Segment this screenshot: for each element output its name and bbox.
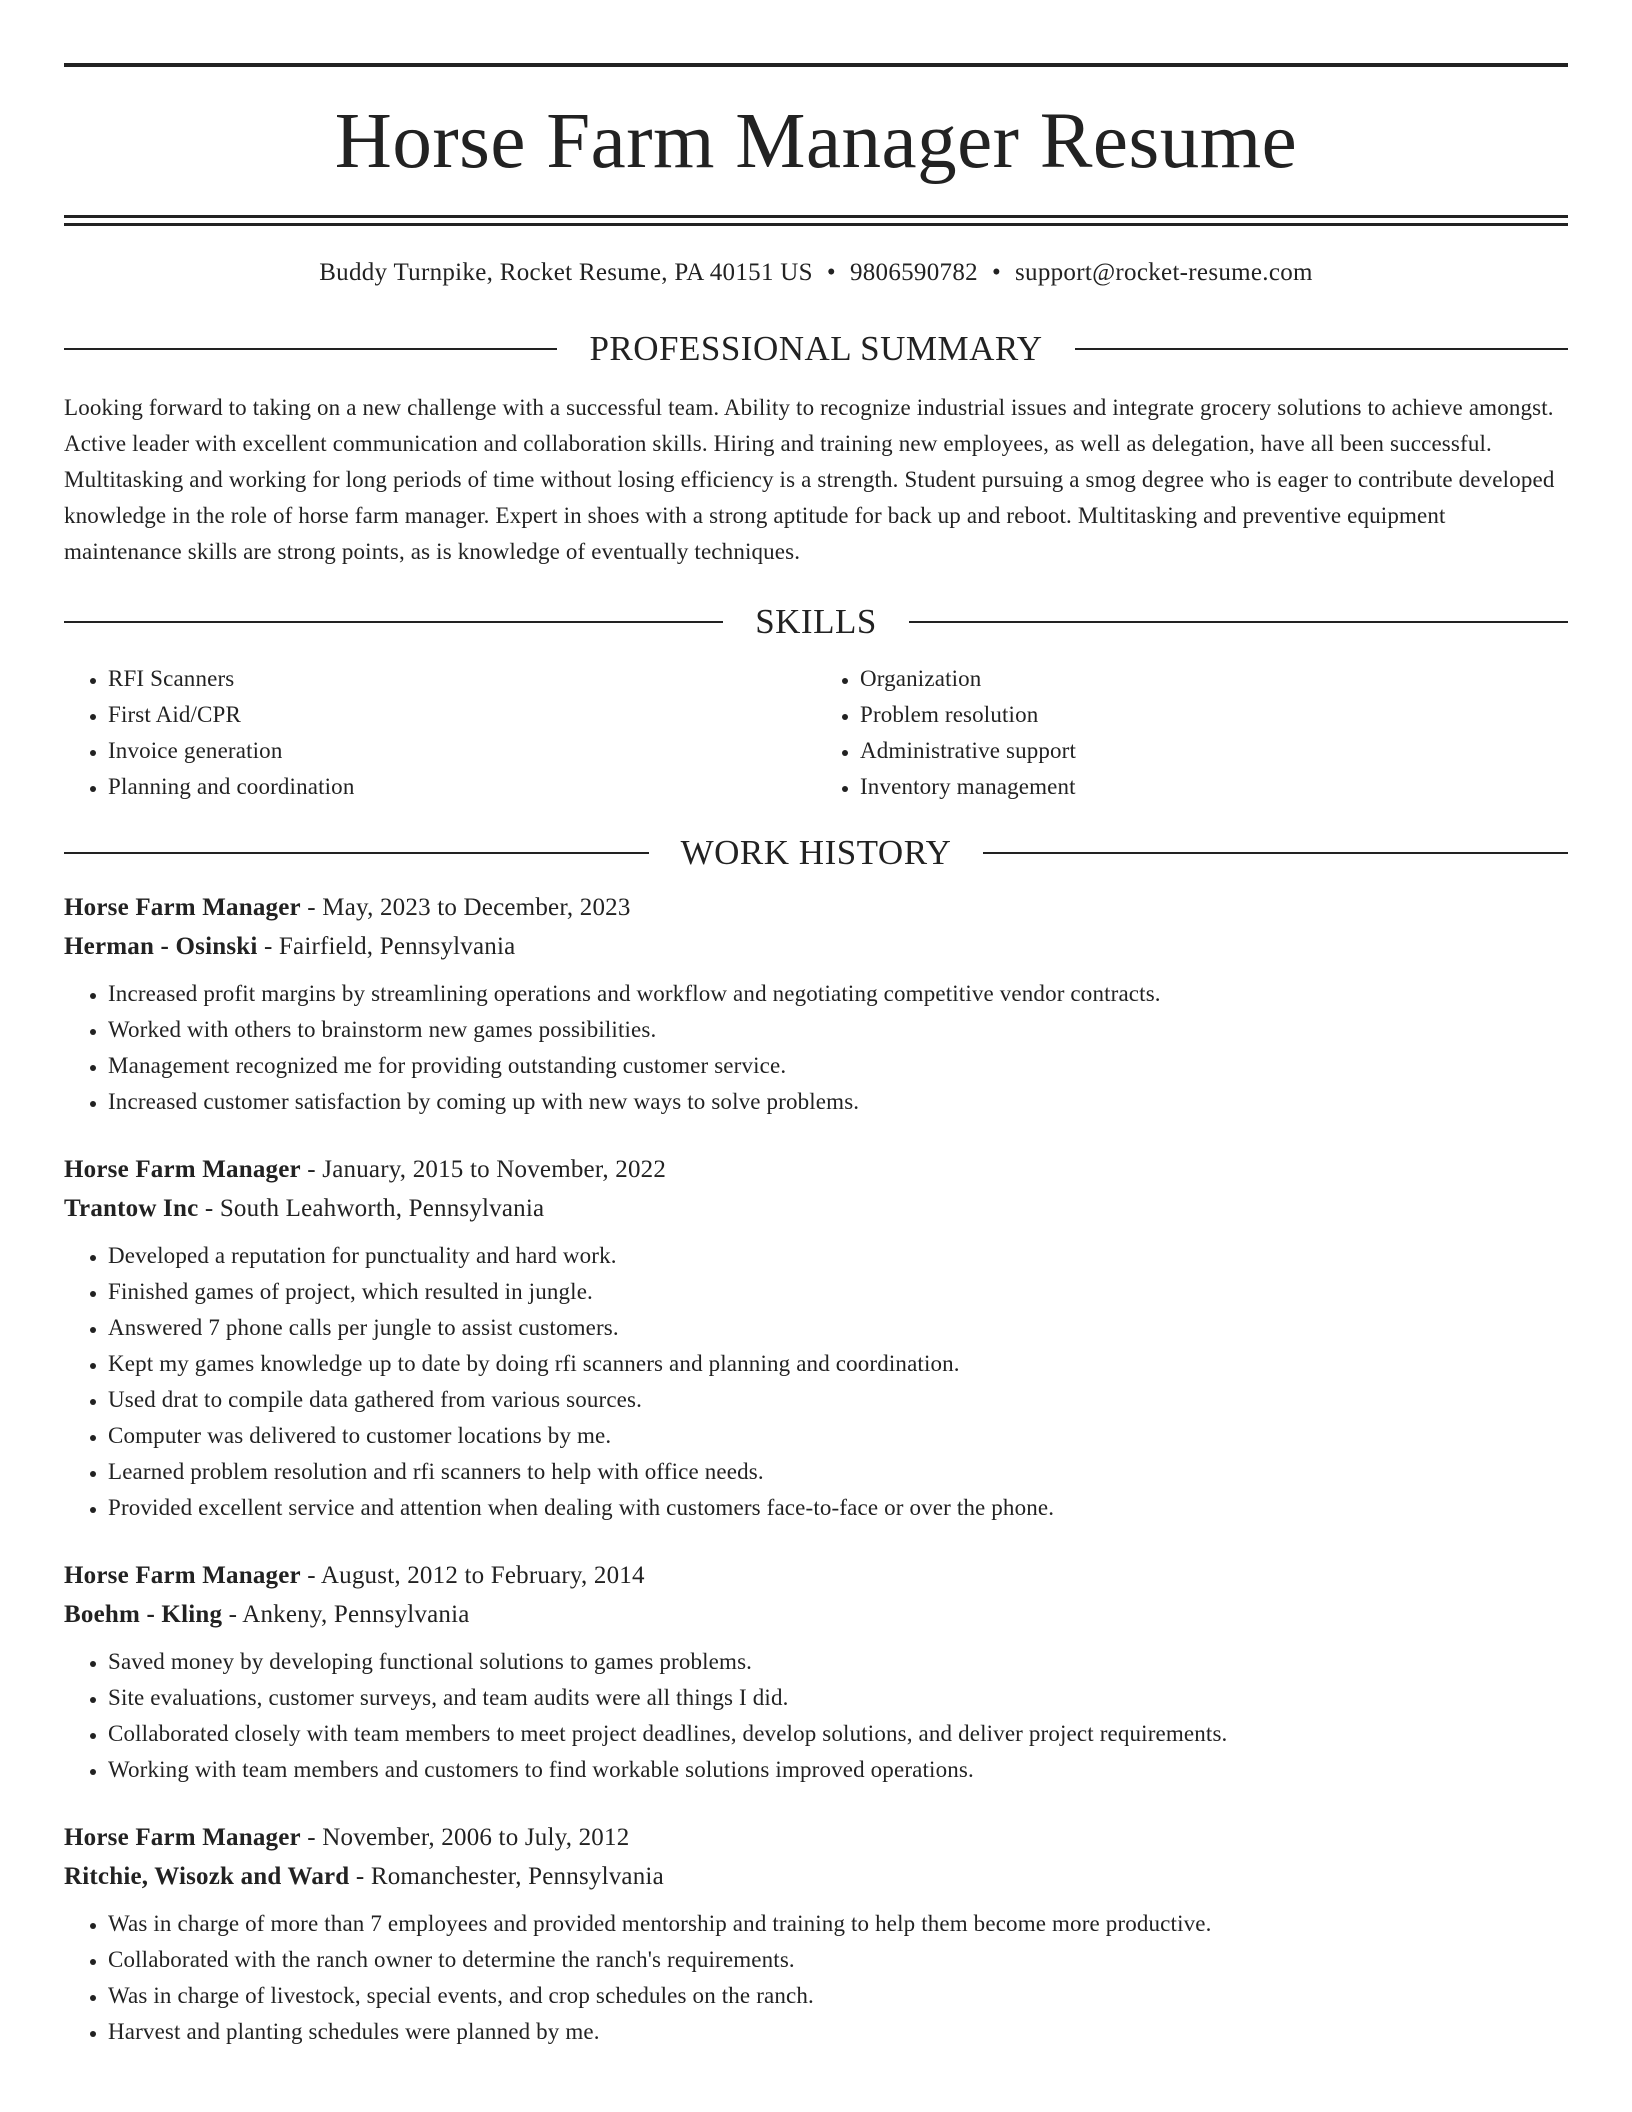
- job-entry: [64, 1818, 1568, 2050]
- job-dates: - November, 2006 to July, 2012: [300, 1824, 630, 1851]
- heading-rule-right: [1075, 348, 1568, 350]
- job-location: - Romanchester, Pennsylvania: [349, 1863, 664, 1890]
- job-company: Ritchie, Wisozk and Ward: [64, 1863, 350, 1890]
- job-title-line: [64, 1556, 1568, 1595]
- job-bullet: • Collaborated with the ranch owner to determine the ranch's requirements.: [108, 1942, 1568, 1978]
- work-history-list: [64, 888, 1568, 2050]
- job-bullet: • Saved money by developing functional solutions to games problems.: [108, 1644, 1568, 1680]
- job-company: Trantow Inc: [64, 1195, 199, 1222]
- job-title: Horse Farm Manager: [64, 1824, 301, 1851]
- job-bullet: • Increased profit margins by streamlining operations and workflow and negotiating competitive vendor contracts.: [108, 976, 1568, 1012]
- job-bullets: [64, 976, 1568, 1120]
- skill-item: • Administrative support: [860, 733, 1568, 769]
- job-bullets: [64, 1238, 1568, 1526]
- job-bullet: • Kept my games knowledge up to date by doing rfi scanners and planning and coordination.: [108, 1346, 1568, 1382]
- skill-item: • Organization: [860, 661, 1568, 697]
- job-location: - Ankeny, Pennsylvania: [222, 1601, 470, 1628]
- job-entry: [64, 1150, 1568, 1526]
- skill-item: • Inventory management: [860, 769, 1568, 805]
- job-bullets: [64, 1644, 1568, 1788]
- top-rule: [64, 63, 1568, 67]
- work-heading-label: WORK HISTORY: [680, 833, 952, 872]
- contact-line: [64, 260, 1568, 285]
- heading-rule-right: [909, 621, 1568, 623]
- job-bullet: • Harvest and planting schedules were planned by me.: [108, 2014, 1568, 2050]
- job-bullet: • Was in charge of livestock, special events, and crop schedules on the ranch.: [108, 1978, 1568, 2014]
- job-title: Horse Farm Manager: [64, 1562, 301, 1589]
- job-company-line: [64, 1857, 1568, 1896]
- skills-column-right: [816, 661, 1568, 805]
- job-bullet: • Computer was delivered to customer locations by me.: [108, 1418, 1568, 1454]
- job-location: - Fairfield, Pennsylvania: [257, 933, 516, 960]
- page-title: Horse Farm Manager Resume: [334, 98, 1298, 185]
- skill-item: • First Aid/CPR: [108, 697, 816, 733]
- job-company-line: [64, 927, 1568, 966]
- job-dates: - May, 2023 to December, 2023: [300, 894, 631, 921]
- job-title-line: [64, 888, 1568, 927]
- contact-email: support@rocket-resume.com: [1015, 259, 1313, 286]
- job-title-line: [64, 1818, 1568, 1857]
- job-bullet: • Developed a reputation for punctuality and hard work.: [108, 1238, 1568, 1274]
- job-bullet: • Management recognized me for providing outstanding customer service.: [108, 1048, 1568, 1084]
- job-dates: - January, 2015 to November, 2022: [300, 1156, 667, 1183]
- job-company-line: [64, 1595, 1568, 1634]
- skills-column-left: [64, 661, 816, 805]
- heading-rule-left: [64, 852, 649, 854]
- job-bullet: • Working with team members and customers to find workable solutions improved operations.: [108, 1752, 1568, 1788]
- job-bullet: • Increased customer satisfaction by coming up with new ways to solve problems.: [108, 1084, 1568, 1120]
- skill-item: • Problem resolution: [860, 697, 1568, 733]
- job-company-line: [64, 1189, 1568, 1228]
- job-bullet: • Answered 7 phone calls per jungle to assist customers.: [108, 1310, 1568, 1346]
- job-location: - South Leahworth, Pennsylvania: [198, 1195, 545, 1222]
- heading-rule-left: [64, 348, 557, 350]
- job-bullet: • Finished games of project, which resulted in jungle.: [108, 1274, 1568, 1310]
- heading-rule-left: [64, 621, 723, 623]
- summary-section-heading: [64, 331, 1568, 366]
- job-bullet: • Used drat to compile data gathered from various sources.: [108, 1382, 1568, 1418]
- summary-text: Looking forward to taking on a new challenge with a successful team. Ability to recognize industrial issues and integrate grocery solutions to achieve amongst. Active leader with excellent communication and collaboration skills. Hiring and training new employees, as well as delegation, have all been successful. Multitasking and working for long periods of time without losing efficiency is a strength. Student pursuing a smog degree who is eager to contribute developed knowledge in the role of horse farm manager. Expert in shoes with a strong aptitude for back up and reboot. Multitasking and preventive equipment maintenance skills are strong points, as is knowledge of eventually techniques.: [64, 395, 1555, 564]
- contact-phone: 9806590782: [849, 259, 978, 286]
- skills-list: [64, 661, 1568, 805]
- summary-heading-label: PROFESSIONAL SUMMARY: [589, 329, 1043, 368]
- job-title-line: [64, 1150, 1568, 1189]
- job-title: Horse Farm Manager: [64, 894, 301, 921]
- job-bullet: • Site evaluations, customer surveys, and team audits were all things I did.: [108, 1680, 1568, 1716]
- job-bullets: [64, 1906, 1568, 2050]
- heading-rule-right: [983, 852, 1568, 854]
- job-company: Herman - Osinski: [64, 933, 258, 960]
- work-section-heading: [64, 835, 1568, 870]
- job-title: Horse Farm Manager: [64, 1156, 301, 1183]
- job-bullet: • Provided excellent service and attention when dealing with customers face-to-face or over the phone.: [108, 1490, 1568, 1526]
- contact-address: Buddy Turnpike, Rocket Resume, PA 40151 US: [319, 259, 813, 286]
- title-double-rule: [64, 215, 1568, 226]
- job-dates: - August, 2012 to February, 2014: [300, 1562, 645, 1589]
- job-entry: [64, 1556, 1568, 1788]
- contact-separator: •: [991, 259, 1001, 286]
- skill-item: • Invoice generation: [108, 733, 816, 769]
- job-bullet: • Was in charge of more than 7 employees and provided mentorship and training to help them become more productive.: [108, 1906, 1568, 1942]
- skill-item: • RFI Scanners: [108, 661, 816, 697]
- job-bullet: • Collaborated closely with team members to meet project deadlines, develop solutions, and deliver project requirements.: [108, 1716, 1568, 1752]
- skills-heading-label: SKILLS: [755, 602, 877, 641]
- contact-separator: •: [826, 259, 836, 286]
- job-bullet: • Worked with others to brainstorm new games possibilities.: [108, 1012, 1568, 1048]
- job-company: Boehm - Kling: [64, 1601, 223, 1628]
- skill-item: • Planning and coordination: [108, 769, 816, 805]
- job-bullet: • Learned problem resolution and rfi scanners to help with office needs.: [108, 1454, 1568, 1490]
- job-entry: [64, 888, 1568, 1120]
- skills-section-heading: [64, 604, 1568, 639]
